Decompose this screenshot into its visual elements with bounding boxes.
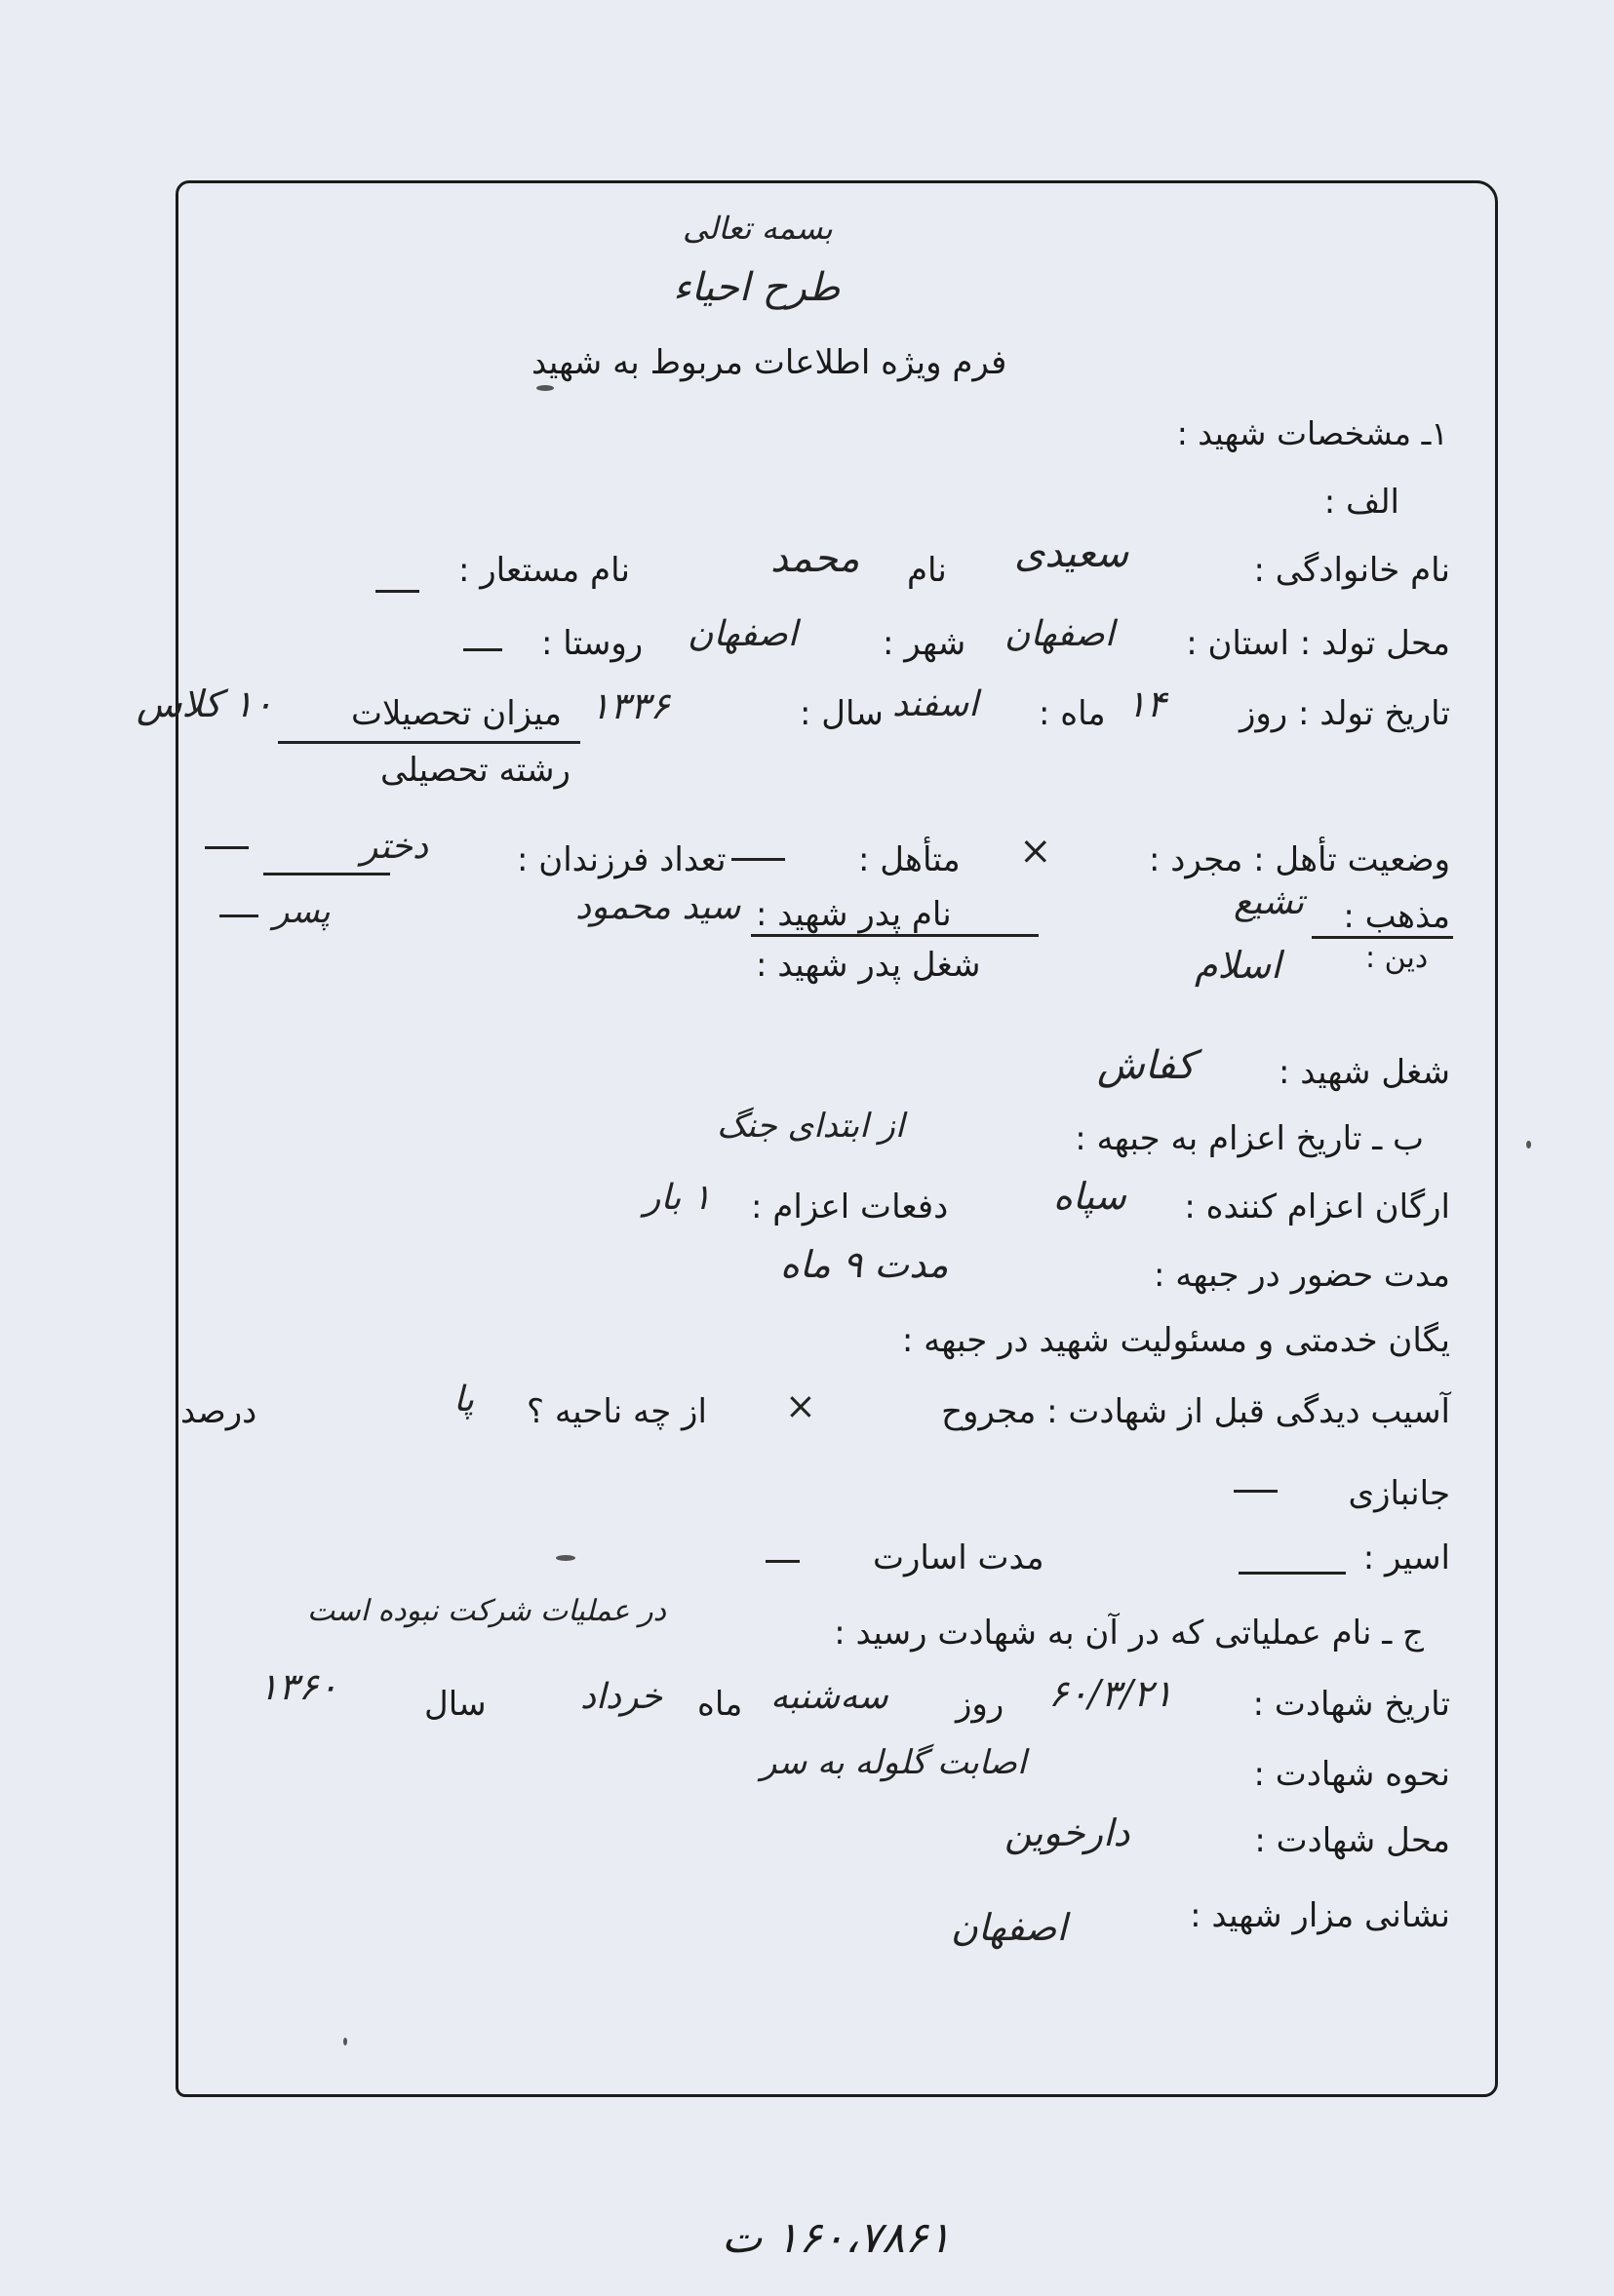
place-value: دارخوین xyxy=(1004,1811,1130,1854)
pow-label: اسیر : xyxy=(1362,1538,1450,1577)
daughter-blank xyxy=(205,846,249,849)
birth-month-value: اسفند xyxy=(892,684,979,724)
times-value: ۱ بار xyxy=(644,1178,712,1218)
janbazi-blank xyxy=(1234,1490,1278,1493)
pow-blank xyxy=(1239,1572,1346,1575)
scan-speck xyxy=(1526,1141,1531,1148)
province-value: اصفهان xyxy=(1004,614,1115,654)
family-label: نام خانوادگی : xyxy=(1253,551,1450,590)
year-label: سال : xyxy=(800,694,884,733)
unit-label: یگان خدمتی و مسئولیت شهید در جبهه : xyxy=(901,1321,1450,1360)
alias-blank xyxy=(375,590,419,593)
month-label: ماه : xyxy=(1039,694,1106,733)
birth-day-value: ۱۴ xyxy=(1126,682,1166,725)
faith-value: اسلام xyxy=(1195,944,1281,987)
place-label: محل شهادت : xyxy=(1254,1821,1450,1860)
grave-value: اصفهان xyxy=(951,1906,1068,1949)
alias-label: نام مستعار : xyxy=(458,551,630,590)
area-value: پا xyxy=(453,1380,474,1420)
captivity-label: مدت اسارت xyxy=(873,1538,1044,1577)
daughter-underline xyxy=(263,873,390,876)
operation-label: ج ـ نام عملیاتی که در آن به شهادت رسید : xyxy=(834,1614,1424,1653)
son-label: پسر xyxy=(273,892,331,931)
job-label: شغل شهید : xyxy=(1279,1053,1450,1092)
operation-value: در عملیات شرکت نبوده است xyxy=(307,1594,666,1628)
name-value: محمد xyxy=(770,536,860,581)
birthdate-label: تاریخ تولد : روز xyxy=(1239,694,1450,733)
bottom-archive-number: ۱۶۰،۷۸۶۱ ت xyxy=(722,2213,952,2263)
father-name-value: سید محمود xyxy=(575,887,741,927)
captivity-blank xyxy=(766,1560,800,1563)
form-title: فرم ویژه اطلاعات مربوط به شهید xyxy=(531,343,1007,382)
faith-label: دین : xyxy=(1365,941,1429,975)
area-label: از چه ناحیه ؟ xyxy=(527,1392,707,1431)
father-name-label: نام پدر شهید : xyxy=(756,895,952,934)
org-value: سپاه xyxy=(1053,1175,1126,1218)
education-underline xyxy=(278,741,580,744)
times-label: دفعات اعزام : xyxy=(751,1187,949,1226)
martyr-date-value: ۶۰/۳/۲۱ xyxy=(1048,1672,1173,1715)
janbazi-label: جانبازی xyxy=(1348,1474,1450,1513)
dispatch-label: ب ـ تاریخ اعزام به جبهه : xyxy=(1075,1119,1424,1158)
alef-label: الف : xyxy=(1323,483,1399,522)
dispatch-value: از ابتدای جنگ xyxy=(717,1107,905,1146)
village-label: روستا : xyxy=(541,624,644,663)
scan-speck xyxy=(343,2038,347,2045)
city-label: شهر : xyxy=(883,624,966,663)
daughter-label: دختر xyxy=(361,827,429,867)
section1-title: ۱ـ مشخصات شهید : xyxy=(1176,414,1448,452)
city-value: اصفهان xyxy=(688,614,798,654)
village-blank xyxy=(463,648,502,651)
manner-value: اصابت گلوله به سر xyxy=(761,1743,1027,1782)
scan-speck xyxy=(536,385,554,391)
religion-underline xyxy=(1312,936,1453,939)
martyr-month-value: خرداد xyxy=(580,1677,663,1717)
martyr-month-label: ماه xyxy=(697,1685,743,1724)
birthplace-label: محل تولد : استان : xyxy=(1186,624,1450,663)
org-label: ارگان اعزام کننده : xyxy=(1184,1187,1450,1226)
children-label: تعداد فرزندان : xyxy=(517,840,727,879)
religion-label: مذهب : xyxy=(1343,897,1450,936)
martyr-year-label: سال xyxy=(424,1685,487,1724)
percent-label: درصد xyxy=(180,1392,257,1431)
religion-value: تشیع xyxy=(1234,882,1305,922)
scan-speck xyxy=(556,1555,575,1561)
grave-label: نشانی مزار شهید : xyxy=(1190,1896,1450,1935)
duration-value: مدت ۹ ماه xyxy=(780,1243,949,1286)
manner-label: نحوه شهادت : xyxy=(1253,1755,1450,1794)
martyr-year-value: ۱۳۶۰ xyxy=(258,1665,338,1708)
education-label: میزان تحصیلات xyxy=(351,694,562,733)
marital-label: وضعیت تأهل : مجرد : xyxy=(1148,840,1450,879)
father-job-label: شغل پدر شهید : xyxy=(756,946,981,985)
injury-label: آسیب دیدگی قبل از شهادت : مجروح xyxy=(941,1392,1450,1431)
basmala: بسمه تعالی xyxy=(683,210,833,247)
martyr-date-label: تاریخ شهادت : xyxy=(1252,1685,1450,1724)
field-label: رشته تحصیلی xyxy=(380,751,571,790)
single-mark: × xyxy=(1019,829,1052,874)
married-blank xyxy=(731,858,785,861)
education-value: ۱۰ کلاس xyxy=(137,682,274,725)
weekday-value: سه‌شنبه xyxy=(770,1677,888,1717)
married-label: متأهل : xyxy=(858,840,961,879)
weekday-label: روز xyxy=(956,1685,1004,1724)
plan-title: طرح احیاء xyxy=(673,265,841,310)
son-blank xyxy=(219,915,258,917)
job-value: کفاش xyxy=(1097,1043,1196,1088)
father-name-underline xyxy=(751,934,1039,937)
injury-mark: × xyxy=(785,1384,816,1427)
family-value: سعیدی xyxy=(1014,531,1129,576)
duration-label: مدت حضور در جبهه : xyxy=(1154,1256,1450,1295)
name-label: نام xyxy=(907,551,947,590)
birth-year-value: ۱۳۳۶ xyxy=(590,684,670,727)
